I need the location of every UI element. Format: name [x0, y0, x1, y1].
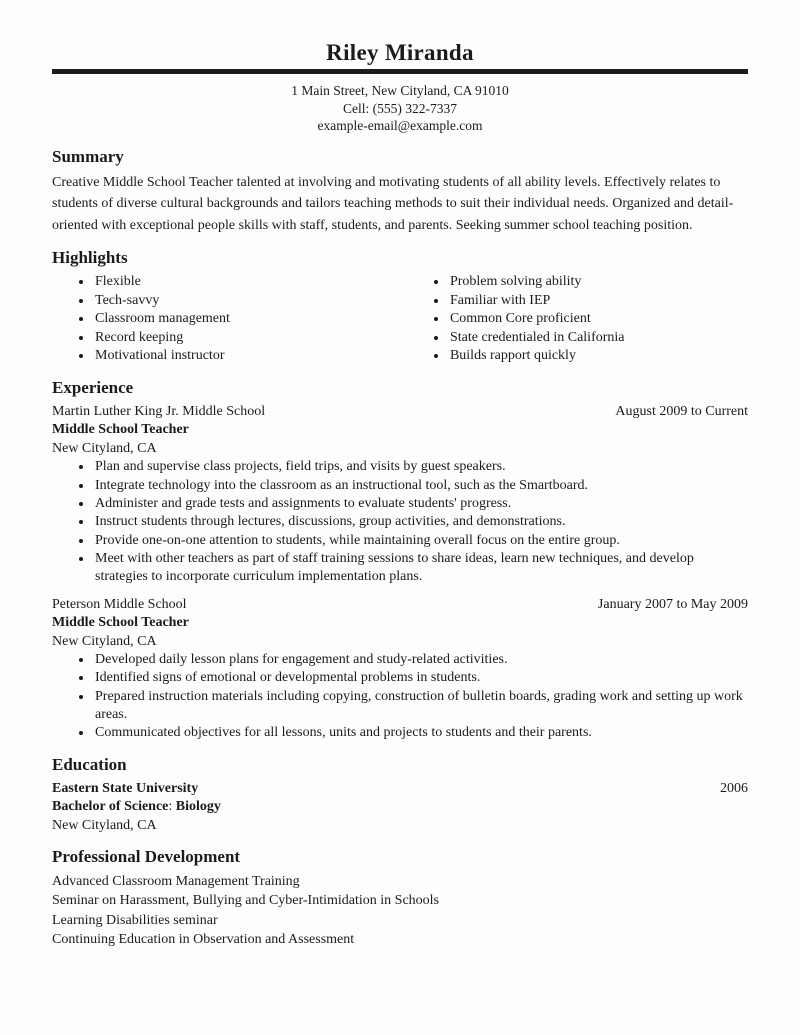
list-item: • Administer and grade tests and assignments to evaluate students' progress. — [93, 495, 748, 513]
section-professional-development — [52, 847, 748, 949]
summary-text: Creative Middle School Teacher talented at involving and motivating students of all ability levels. Effectively relates to students of diverse cultural backgrounds and tailors teaching methods to suit their individual needs. Organized and detail-oriented with exceptional people skills with staff, students, and parents. Seeking summer school teaching position. — [52, 174, 734, 233]
job-entry-1 — [52, 403, 748, 587]
section-highlights — [52, 248, 748, 366]
education-year: 2006 — [720, 780, 748, 796]
section-summary — [52, 147, 748, 237]
education-header-row — [52, 780, 748, 799]
header-divider — [52, 69, 748, 74]
experience-heading: Experience — [52, 377, 134, 397]
job-company: Peterson Middle School — [52, 596, 187, 612]
highlights-columns — [52, 273, 748, 366]
list-item: • Identified signs of emotional or developmental problems in students. — [93, 669, 748, 687]
job-company: Martin Luther King Jr. Middle School — [52, 403, 266, 419]
highlights-right-list — [407, 273, 748, 366]
job-header-row — [52, 403, 748, 422]
list-item: • Plan and supervise class projects, field trips, and visits by guest speakers. — [93, 458, 748, 476]
highlights-heading: Highlights — [52, 248, 128, 267]
job-entry-2 — [52, 596, 748, 743]
job-location: New Cityland, CA — [52, 633, 157, 649]
list-item: • Builds rapport quickly — [448, 347, 748, 366]
list-item: • Meet with other teachers as part of staff training sessions to share ideas, learn new techniques, and develop strategies to incorporate curriculum implementation plans. — [93, 550, 748, 587]
job-dates: August 2009 to Current — [615, 403, 748, 419]
job-header-row — [52, 596, 748, 615]
list-item: • Tech-savvy — [93, 292, 407, 311]
list-item: • Classroom management — [93, 310, 407, 329]
list-item: • Developed daily lesson plans for engagement and study-related activities. — [93, 651, 748, 669]
resume-header — [52, 40, 748, 135]
list-item: • State credentialed in California — [448, 329, 748, 348]
list-item: • Instruct students through lectures, discussions, group activities, and demonstrations. — [93, 513, 748, 531]
contact-block — [52, 82, 748, 135]
summary-heading: Summary — [52, 146, 124, 166]
pd-item: Advanced Classroom Management Training — [52, 874, 300, 890]
contact-address: 1 Main Street, New Cityland, CA 91010 — [291, 83, 509, 98]
education-heading: Education — [52, 754, 127, 774]
job-bullet-list — [52, 651, 748, 742]
list-item: • Provide one-on-one attention to students, while maintaining overall focus on the entire group. — [93, 532, 748, 550]
pd-item: Learning Disabilities seminar — [52, 912, 218, 928]
education-school: Eastern State University — [52, 780, 199, 796]
person-name: Riley Miranda — [326, 40, 474, 65]
education-degree: Bachelor of Science — [52, 799, 169, 815]
professional-development-heading: Professional Development — [52, 847, 241, 867]
job-title: Middle School Teacher — [52, 422, 189, 438]
list-item: • Flexible — [93, 273, 407, 292]
list-item: • Communicated objectives for all lessons, units and projects to students and their parents. — [93, 724, 748, 742]
job-bullet-list — [52, 458, 748, 586]
section-experience — [52, 378, 748, 743]
contact-email: example-email@example.com — [317, 118, 483, 133]
list-item: • Record keeping — [93, 329, 407, 348]
list-item: • Prepared instruction materials including copying, construction of bulletin boards, grading work and setting up work areas. — [93, 688, 748, 725]
pd-item: Continuing Education in Observation and Assessment — [52, 931, 355, 947]
job-location: New Cityland, CA — [52, 440, 157, 456]
section-education — [52, 755, 748, 836]
list-item: • Motivational instructor — [93, 347, 407, 366]
pd-item: Seminar on Harassment, Bullying and Cyber-Intimidation in Schools — [52, 893, 440, 909]
education-location: New Cityland, CA — [52, 817, 157, 833]
education-field: Biology — [175, 799, 221, 815]
contact-phone: Cell: (555) 322-7337 — [343, 100, 457, 116]
list-item: • Problem solving ability — [448, 273, 748, 292]
list-item: • Common Core proficient — [448, 310, 748, 329]
job-title: Middle School Teacher — [52, 615, 189, 631]
degree-separator: : — [168, 799, 173, 815]
highlights-left-list — [52, 273, 407, 366]
education-degree-line — [52, 798, 748, 817]
list-item: • Familiar with IEP — [448, 292, 748, 311]
job-dates: January 2007 to May 2009 — [597, 596, 748, 612]
list-item: • Integrate technology into the classroom as an instructional tool, such as the Smartboard. — [93, 477, 748, 495]
